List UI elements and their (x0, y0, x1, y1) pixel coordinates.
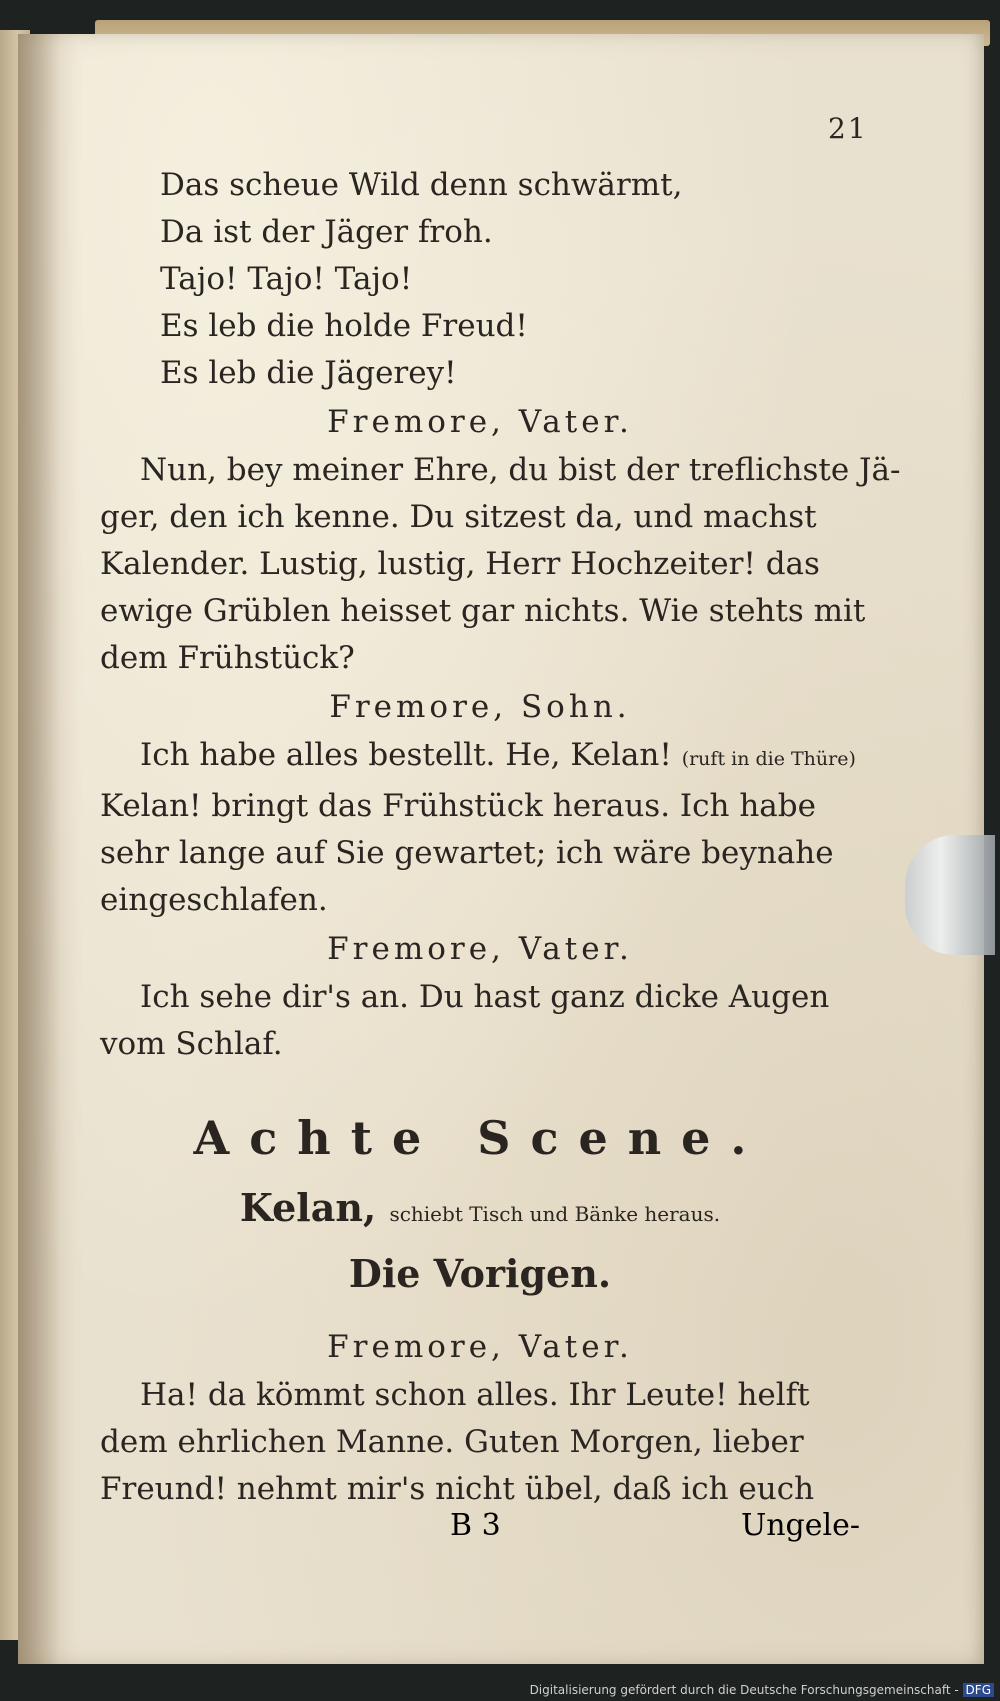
cast-action: schiebt Tisch und Bänke heraus. (389, 1202, 721, 1226)
speech-line: eingeschlafen. (100, 882, 328, 918)
speech-line: Nun, bey meiner Ehre, du bist der treflichste Jä- (140, 452, 901, 488)
speech-line: Kelan! bringt das Frühstück heraus. Ich habe (100, 788, 816, 824)
speech-line (100, 732, 860, 783)
scene-title: Achte Scene. (193, 1111, 767, 1165)
verse-line: Da ist der Jäger froh. (160, 214, 493, 250)
speech-line: Ha! da kömmt schon alles. Ihr Leute! helft (140, 1377, 810, 1413)
verse-line: Das scheue Wild denn schwärmt, (160, 167, 683, 203)
verse-line: Es leb die holde Freud! (160, 308, 528, 344)
page-clip (905, 835, 995, 955)
speaker-heading: Fremore, Vater. (327, 1329, 633, 1365)
speech-line: vom Schlaf. (100, 1026, 283, 1062)
stage-direction: (ruft in die Thüre) (681, 748, 856, 770)
digitization-credit (530, 1683, 994, 1697)
dfg-badge: DFG (963, 1683, 994, 1697)
verse-line: Tajo! Tajo! Tajo! (160, 261, 413, 297)
speech-line: sehr lange auf Sie gewartet; ich wäre beynahe (100, 835, 834, 871)
speech-line: Ich sehe dir's an. Du hast ganz dicke Augen (140, 979, 830, 1015)
credit-text: Digitalisierung gefördert durch die Deutsche Forschungsgemeinschaft - (529, 1683, 959, 1697)
cast-name: Kelan, (239, 1185, 377, 1230)
verse-line: Es leb die Jägerey! (160, 355, 457, 391)
page-gutter (18, 34, 78, 1664)
speaker-heading: Fremore, Vater. (327, 931, 633, 967)
speech-line: dem ehrlichen Manne. Guten Morgen, lieber (100, 1424, 804, 1460)
page-number: 21 (828, 112, 868, 145)
speech-line: ger, den ich kenne. Du sitzest da, und machst (100, 499, 817, 535)
page-text (100, 110, 901, 1513)
speech-line: dem Frühstück? (100, 640, 355, 676)
speaker-heading: Fremore, Sohn. (329, 689, 631, 725)
speaker-heading: Fremore, Vater. (327, 404, 633, 440)
speech-line: Kalender. Lustig, lustig, Herr Hochzeiter! das (100, 546, 820, 582)
catchword: Ungele- (740, 1508, 860, 1543)
signature-mark: B 3 (450, 1508, 501, 1543)
cast-line (100, 1178, 860, 1244)
speech-line: Freund! nehmt mir's nicht übel, daß ich euch (100, 1471, 815, 1507)
speech-text: Ich habe alles bestellt. He, Kelan! (140, 737, 672, 773)
cast-others: Die Vorigen. (348, 1251, 612, 1296)
speech-line: ewige Grüblen heisset gar nichts. Wie stehts mit (100, 593, 866, 629)
